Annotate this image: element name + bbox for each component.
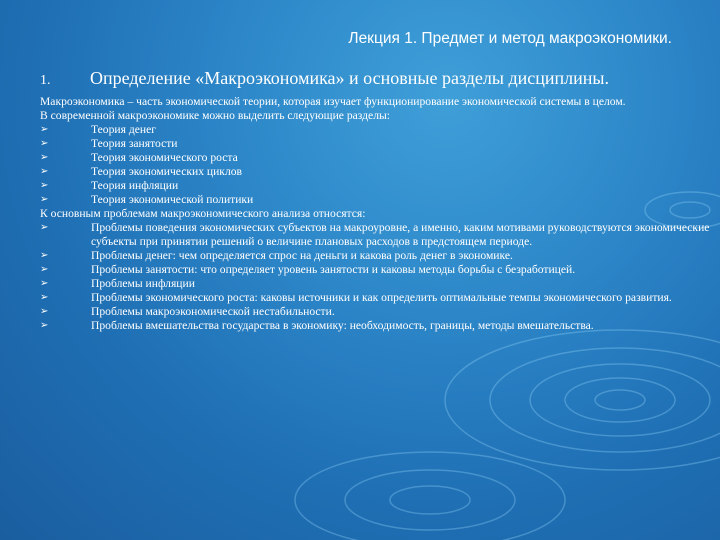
arrowhead-bullet-icon: ➢ (40, 222, 49, 233)
arrowhead-bullet-icon: ➢ (40, 180, 49, 191)
heading-number: 1. (40, 73, 51, 88)
list-item: ➢ Проблемы экономического роста: каковы источники и как определить оптимальные темпы экономического развития. (40, 291, 672, 304)
arrowhead-bullet-icon: ➢ (40, 152, 49, 163)
section-heading (40, 68, 710, 89)
arrowhead-bullet-icon: ➢ (40, 250, 49, 261)
arrowhead-bullet-icon: ➢ (40, 278, 49, 289)
list-item: ➢ Проблемы денег: чем определяется спрос на деньги и какова роль денег в экономике. (40, 249, 513, 262)
slide-body (40, 95, 710, 333)
list-item: ➢ Теория занятости (40, 137, 178, 150)
definition-paragraph: Макроэкономика – часть экономической теории, которая изучает функционирование экономической системы в целом. (40, 95, 626, 108)
sections-list (40, 123, 710, 207)
list-item: ➢ Теория экономического роста (40, 151, 238, 164)
heading-text: Определение «Макроэкономика» и основные разделы дисциплины. (90, 68, 609, 88)
slide-title: Лекция 1. Предмет и метод макроэкономики. (348, 30, 672, 47)
arrowhead-bullet-icon: ➢ (40, 166, 49, 177)
arrowhead-bullet-icon: ➢ (40, 264, 49, 275)
arrowhead-bullet-icon: ➢ (40, 306, 49, 317)
list-item: ➢ Проблемы занятости: что определяет уровень занятости и каковы методы борьбы с безработицей. (40, 263, 576, 276)
arrowhead-bullet-icon: ➢ (40, 138, 49, 149)
list-item: ➢ Теория экономической политики (40, 193, 254, 206)
list-item: ➢ Теория инфляции (40, 179, 179, 192)
list-item: ➢ Проблемы вмешательства государства в экономику: необходимость, границы, методы вмешательства. (40, 319, 594, 332)
list-item: ➢ Проблемы инфляции (40, 277, 195, 290)
list-item: ➢ Проблемы поведения экономических субъектов на макроуровне, а именно, каким мотивами руководствуются экономические субъекты при принятии решений о величине плановых расходов в предстоящем периоде. (40, 221, 710, 248)
problems-intro: К основным проблемам макроэкономического анализа относятся: (40, 207, 366, 220)
list-item: ➢ Теория экономических циклов (40, 165, 242, 178)
problems-list (40, 221, 710, 333)
list-item: ➢ Теория денег (40, 123, 156, 136)
arrowhead-bullet-icon: ➢ (40, 124, 49, 135)
arrowhead-bullet-icon: ➢ (40, 194, 49, 205)
arrowhead-bullet-icon: ➢ (40, 320, 49, 331)
arrowhead-bullet-icon: ➢ (40, 292, 49, 303)
list-item: ➢ Проблемы макроэкономической нестабильности. (40, 305, 335, 318)
sections-intro: В современной макроэкономике можно выделить следующие разделы: (40, 109, 390, 122)
